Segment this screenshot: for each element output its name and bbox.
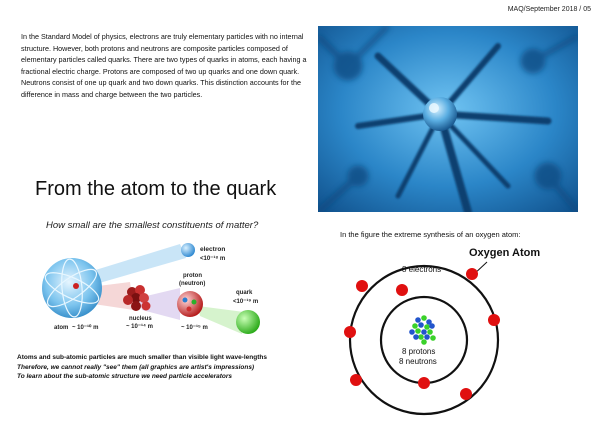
atom-size: ~ 10⁻¹⁰ m [72,325,99,331]
section-subtitle: How small are the smallest constituents of matter? [46,220,259,231]
oxygen-nucleus [409,315,436,345]
footnote-line-3: To learn about the sub-atomic structure we need particle accelerators [17,373,233,381]
nucleus-size: ~ 10⁻¹⁴ m [126,324,153,330]
quark-graphic [236,310,260,334]
footnote [17,353,295,382]
oxygen-caption: In the figure the extreme synthesis of an oxygen atom: [340,230,521,239]
electron-dot [350,374,362,386]
oxygen-title: Oxygen Atom [469,247,541,259]
oxygen-atom-diagram [332,240,582,420]
quark-size: <10⁻¹⁹ m [233,299,259,305]
page-reference: MAQ/September 2018 / 05 [507,6,591,13]
electron-graphic [181,243,195,257]
proton-sub: (neutron) [179,281,206,287]
proton-graphic [177,291,203,317]
section-title: From the atom to the quark [35,178,277,200]
neuron-illustration [318,26,578,212]
protons-label: 8 protons [402,347,436,356]
atom-graphic [41,258,102,318]
electron-dot [460,388,472,400]
electron-dot [466,268,478,280]
neutrons-label: 8 neutrons [399,357,437,366]
electrons-label: 8 electrons [402,265,442,274]
intro-paragraph: In the Standard Model of physics, electrons are truly elementary particles with no internal structure. However, both protons and neutrons are composite particles composed of elementary particles called quarks. There are two types of quarks in atoms, each having a fractional electric charge. Protons are composed of two up quarks and one down quark. Neutrons consist of one up quark and two down quarks. This distinction accounts for the difference in mass and charge between the two particles. [21,32,307,99]
electron-label: electron [200,246,226,253]
footnote-line-1: Atoms and sub-atomic particles are much smaller than visible light wave-lengths [17,354,267,361]
nucleus-label: nucleus [129,316,152,322]
proton-size: ~ 10⁻¹⁵ m [181,325,208,331]
electron-dot [356,280,368,292]
quark-label: quark [236,290,253,296]
proton-label: proton [183,273,202,279]
atom-scale-diagram [30,236,300,348]
atom-label: atom [54,325,69,331]
electron-dot [418,377,430,389]
electron-dot [396,284,408,296]
electron-dot [488,314,500,326]
electron-dot [344,326,356,338]
electron-size: <10⁻¹⁸ m [200,256,226,262]
footnote-line-2: Therefore, we cannot really "see" them (all graphics are artist's impressions) [17,363,255,371]
